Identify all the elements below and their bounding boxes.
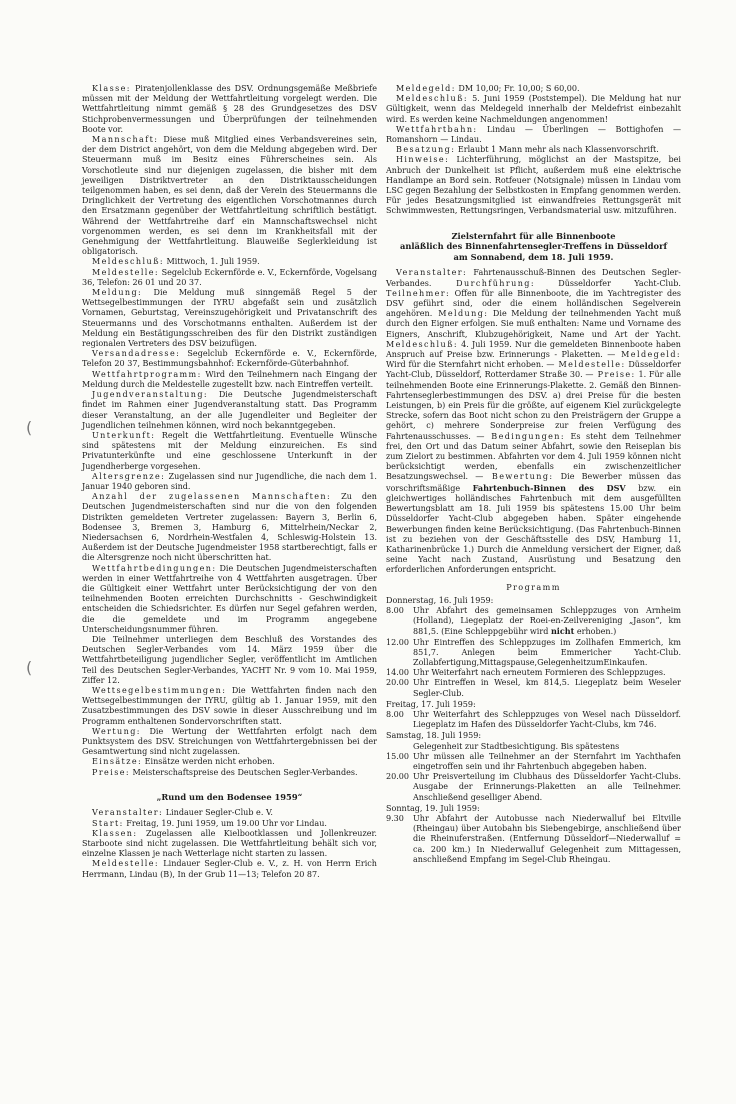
paragraph-anzahl: Anzahl der zugelassenen Mannschaften: Zu den Deutschen Jugendmeisterschaften sind nur die von den folgenden Distrikten gemeldeten Vertreter zugelassen: Bayern 3, Berlin 6, Bodensee 3, Bremen 3, Hamburg 6, Mittelrhein/Neckar 2, Niedersachsen 6, Nordrhein-Westfalen 4, Schleswig-Holstein 13. Außerdem ist der Deutsche Jugendmeister 1958 startberechtigt, falls er die Altersgrenze noch nicht überschritten hat. — [82, 492, 377, 563]
program-time: 8.00 — [386, 605, 404, 615]
paragraph-klassen: Klassen: Zugelassen alle Kielbootklassen und Jollenkreuzer. Starboote sind nicht zugelassen. Die Wettfahrtleitung behält sich vor, einzelne Klassen je nach Wetterlage nicht starten zu lassen. — [82, 828, 377, 859]
paragraph-meldestelle: Meldestelle: Segelclub Eckernförde e. V., Eckernförde, Vogelsang 36, Telefon: 26 01 und 20 37. — [82, 267, 377, 287]
paragraph-sternfahrt-details: Veranstalter: Fahrtenausschuß-Binnen des Deutschen Segler-Verbandes. Durchführung: Düsseldorfer Yacht-Club. Teilnehmer: Offen für alle Binnenboote, die im Yachtregister des DSV geführt sind, oder die einem holländischen Segelverein angehören. Meldung: Die Meldung der teilnehmenden Yacht muß durch den Eigner erfolgen. Sie muß enthalten: Name und Vorname des Eigners, Anschrift, Klubzugehörigkeit, Name und Art der Yacht. Meldeschluß: 4. Juli 1959. Nur die gemeldeten Binnenboote haben Anspruch auf Preise bzw. Erinnerungs - Plaketten. — Meldegeld: Wird für die Sternfahrt nicht erhoben. — Meldestelle: Düsseldorfer Yacht-Club, Düsseldorf, Rotterdamer Straße 30. — Preise: 1. Für alle teilnehmenden Boote eine Erinnerungs-Plakette. 2. Gemäß den Binnen-Fahrtenseglerbestimmungen des DSV. a) drei Preise für die besten Leistungen, b) ein Preis für die größte, auf eigenem Kiel zurückgelegte Strecke, sofern das Boot nicht schon zu den Preisträgern der Gruppe a gehört, c) mehrere Sonderpreise zur freien Verfügung des Fahrtenausschusses. — Bedingungen: Es steht dem Teilnehmer frei, den Ort und das Datum seiner Abfahrt, sowie den Reiseplan bis zum Zielort zu bestimmen. Abfahrten vor dem 4. Juli 1959 können nicht berücksichtigt werden, ebenfalls ein zwischenzeitlicher Besatzungswechsel. — Bewertung: Die Bewerber müssen das vorschriftsmäßige Fahrtenbuch-Binnen des DSV bzw. ein gleichwertiges holländisches Fahrtenbuch mit dem ausgefüllten Bewertungsblatt am 18. Juli 1959 bis spätestens 15.00 Uhr beim Düsseldorfer Yacht-Club abgegeben haben. Später eingehende Bewerbungen finden keine Berücksichtigung. (Das Fahrtenbuch-Binnen ist zu beziehen von der Geschäftsstelle des DSV, Hamburg 11, Katharinenbrücke 1.) Durch die Anmeldung versichert der Eigner, daß seine Yacht nach Zustand, Ausrüstung und Besatzung den erforderlichen Anforderungen entspricht. — [386, 268, 682, 575]
paragraph-meldeschluss-bodensee: Meldeschluß: 5. Juni 1959 (Poststempel). Die Meldung hat nur Gültigkeit, wenn das Meldegeld innerhalb der Meldefrist einbezahlt wird. Es werden keine Nachmeldungen angenommen! — [386, 94, 681, 124]
program-desc: Uhr Preisverteilung im Clubhaus des Düsseldorfer Yacht-Clubs. Ausgabe der Erinnerungs-Plaketten an alle Teilnehmer. Anschließend geselliger Abend. — [413, 772, 681, 802]
program-time: 12.00 — [386, 637, 410, 647]
heading-line: anläßlich des Binnenfahrtensegler-Treffens in Düsseldorf — [399, 241, 668, 252]
paragraph-einsaetze: Einsätze: Einsätze werden nicht erhoben. — [92, 757, 275, 767]
program-entry — [386, 814, 681, 865]
section-heading-zielsternfahrt — [386, 231, 681, 263]
margin-mark: ( — [26, 418, 33, 437]
program-time: 14.00 — [386, 668, 410, 678]
program-entry — [386, 606, 681, 638]
paragraph-start: Start: Freitag, 19. Juni 1959, um 19.00 Uhr vor Lindau. — [92, 818, 327, 828]
program-entry — [386, 678, 681, 698]
paragraph-meldeschluss: Meldeschluß: Mittwoch, 1. Juli 1959. — [92, 257, 260, 267]
program-list — [386, 596, 681, 865]
program-desc: Gelegenheit zur Stadtbesichtigung. Bis spätestens — [413, 741, 620, 751]
program-entry — [386, 638, 681, 669]
paragraph-wettfahrtprogramm: Wettfahrtprogramm: Wird den Teilnehmern nach Eingang der Meldung durch die Meldestelle zugestellt bzw. nach Eintreffen verteilt. — [82, 369, 377, 389]
margin-mark: ( — [26, 658, 33, 677]
program-desc: Uhr müssen alle Teilnehmer an der Sternfahrt im Yachthafen eingetroffen sein und ihr Fahrtenbuch abgegeben haben. — [413, 751, 681, 771]
paragraph-jugendveranstaltung: Jugendveranstaltung: Die Deutsche Jugendmeisterschaft findet im Rahmen einer Jugendveranstaltung statt. Das Programm dieser Veranstaltung, an der alle Jugendleiter und Begleiter der Jugendlichen teilnehmen können, wird noch bekanntgegeben. — [82, 390, 377, 430]
paragraph-versandadresse: Versandadresse: Segelclub Eckernförde e. V., Eckernförde, Telefon 20 37, Bestimmungsbahnhof: Eckernförde-Güterbahnhof. — [82, 349, 377, 369]
left-column — [82, 84, 377, 880]
program-day: Samstag, 18. Juli 1959: — [386, 731, 482, 741]
program-time: 9.30 — [386, 813, 404, 823]
program-desc: Uhr Abfahrt der Autobusse nach Niederwalluf bei Eltville (Rheingau) über Autobahn bis Siebengebirge, anschließend über die Rheinuferstraßen. (Entfernung Düsseldorf—Niederwalluf = ca. 200 km.) In Niederwalluf Gelegenheit zum Mittagessen, anschließend Empfang im Segel-Club Rheingau. — [413, 813, 681, 864]
program-time: 20.00 — [386, 772, 410, 782]
program-day: Sonntag, 19. Juli 1959: — [386, 803, 480, 813]
paragraph-meldestelle-lindau: Meldestelle: Lindauer Segler-Club e. V., z. H. von Herrn Erich Herrmann, Lindau (B), In der Grub 11—13; Telefon 20 87. — [82, 859, 377, 879]
paragraph-wettfahrtbahn: Wettfahrtbahn: Lindau — Überlingen — Bottighofen — Romanshorn — Lindau. — [386, 124, 681, 145]
section-heading-bodensee: „Rund um den Bodensee 1959“ — [156, 791, 303, 802]
paragraph-hinweise: Hinweise: Lichterführung, möglichst an der Mastspitze, bei Anbruch der Dunkelheit ist Pflicht, außerdem muß eine elektrische Handlampe an Bord sein. Rotfeuer (Notsignale) müssen in Lindau vom LSC gegen Bezahlung der Selbstkosten in Empfang genommen werden. Für jedes Besatzungsmitglied ist einwandfreies Rettungsgerät mit Schwimmwesten, Rettungsringen, Verbandsmaterial usw. mitzuführen. — [386, 155, 681, 216]
program-entry — [386, 710, 681, 730]
program-day: Donnerstag, 16. Juli 1959: — [386, 595, 494, 605]
paragraph-veranstalter: Veranstalter: Lindauer Segler-Club e. V. — [92, 808, 273, 818]
heading-line: Zielsternfahrt für alle Binnenboote — [451, 230, 616, 241]
paragraph-unterkunft: Unterkunft: Regelt die Wettfahrtleitung. Eventuelle Wünsche sind spätestens mit der Meldung einzureichen. Es sind Privatunterkünfte und eine geschlossene Unterkunft in der Jugendherberge vorgesehen. — [82, 430, 377, 471]
program-entry — [386, 772, 681, 803]
paragraph-wertung: Wertung: Die Wertung der Wettfahrten erfolgt nach dem Punktsystem des DSV. Streichungen von Wettfahrtergebnissen bei der Gesamtwertung sind nicht zugelassen. — [82, 726, 377, 757]
paragraph-altersgrenze: Altersgrenze: Zugelassen sind nur Jugendliche, die nach dem 1. Januar 1940 geboren sind. — [82, 471, 377, 491]
paragraph-besatzung: Besatzung: Erlaubt 1 Mann mehr als nach Klassenvorschrift. — [396, 145, 659, 155]
program-entry — [386, 752, 681, 772]
paragraph-preise: Preise: Meisterschaftspreise des Deutschen Segler-Verbandes. — [92, 767, 358, 777]
program-entry — [386, 668, 681, 678]
paragraph-wettfahrtbedingungen: Wettfahrtbedingungen: Die Deutschen Jugendmeisterschaften werden in einer Wettfahrtreihe von 4 Wettfahrten ausgetragen. Über die Gültigkeit einer Wettfahrt unter Berücksichtigung der von den teilnehmenden Booten erreichten Durchschnitts - Geschwindigkeit entscheiden die Schiedsrichter. Es dürfen nur Segel gefahren werden, die die gemeldete und im Programm angegebene Unterscheidungsnummer führen. — [82, 563, 377, 634]
program-desc: Uhr Abfahrt des gemeinsamen Schleppzuges von Arnheim (Holland), Liegeplatz der Roei-en-Zeilvereniging „Jason“, km 881,5. (Eine Schleppgebühr wird nicht erhoben.) — [413, 605, 681, 637]
right-column — [386, 84, 681, 865]
program-day: Freitag, 17. Juli 1959: — [386, 699, 476, 709]
paragraph-meldegeld: Meldegeld: DM 10,00; Fr. 10,00; S 60,00. — [396, 84, 580, 93]
program-time: 20.00 — [386, 678, 410, 688]
paragraph-meldung: Meldung: Die Meldung muß sinngemäß Regel 5 der Wettsegelbestimmungen der IYRU abgefaßt sein und zusätzlich Vornamen, Geburtstag, Vereinszugehörigkeit und Privatanschrift des Steuermanns und des Vorschotmanns enthalten. Außerdem ist der Meldung ein Bestätigungsschreiben des für den Distrikt zuständigen regionalen Vertreters des DSV beizufügen. — [82, 288, 377, 349]
program-desc: Uhr Weiterfahrt des Schleppzuges von Wesel nach Düsseldorf. Liegeplatz im Hafen des Düsseldorfer Yacht-Clubs, km 746. — [413, 709, 681, 730]
program-time: 8.00 — [386, 709, 404, 719]
program-desc: Uhr Weiterfahrt nach erneutem Formieren des Schleppzuges. — [413, 668, 666, 678]
program-heading: Programm — [506, 581, 561, 592]
paragraph-klasse: Klasse: Piratenjollenklasse des DSV. Ordnungsgemäße Meßbriefe müssen mit der Meldung der Wettfahrtleitung vorgelegt werden. Die Wettfahrtleitung nimmt gemäß § 28 des Grundgesetzes des DSV Stichprobenvermessungen und Überprüfungen der teilnehmenden Boote vor. — [82, 84, 377, 134]
program-entry — [386, 742, 681, 752]
program-time — [386, 742, 413, 752]
program-desc: Uhr Eintreffen in Wesel, km 814,5. Liegeplatz beim Weseler Segler-Club. — [413, 678, 681, 698]
paragraph-mannschaft: Mannschaft: Diese muß Mitglied eines Verbandsvereines sein, der dem District angehört, von dem die Meldung abgegeben wird. Der Steuermann muß im Besitz eines Führerscheines sein. Als Vorschotleute sind nur diejenigen zugelassen, die bisher mit dem jeweiligen Distriktvertreter an den Distriktausscheidungen teilgenommen haben, es sei denn, daß der Verein des Steuermanns die Dringlichkeit der Vertretung des eigentlichen Vorschotmannes durch den Ersatzmann gegenüber der Wettfahrtleitung schriftlich bestätigt. Während der Wettfahrtreihe darf ein Mannschaftswechsel nicht vorgenommen werden, es sei denn im Krankheitsfall mit der Genehmigung der Wettfahrtleitung. Blauweiße Seglerkleidung ist obligatorisch. — [82, 135, 377, 257]
paragraph-wettsegelbestimmungen: Wettsegelbestimmungen: Die Wettfahrten finden nach den Wettsegelbestimmungen der IYRU, gültig ab 1. Januar 1959, mit den Zusatzbestimmungen des DSV sowie in dieser Ausschreibung und im Programm enthaltenen Sondervorschriften statt. — [82, 685, 377, 726]
paragraph-teilnehmer-beschluss: Die Teilnehmer unterliegen dem Beschluß des Vorstandes des Deutschen Segler-Verbandes vom 14. März 1959 über die Wettfahrtbeteiligung jugendlicher Segler, veröffentlicht im Amtlichen Teil des Deutschen Segler-Verbandes, YACHT Nr. 9 vom 10. Mai 1959, Ziffer 12. — [82, 634, 377, 685]
heading-line: am Sonnabend, dem 18. Juli 1959. — [453, 251, 614, 262]
program-time: 15.00 — [386, 751, 410, 761]
program-desc: Uhr Eintreffen des Schleppzuges im Zollhafen Emmerich, km 851,7. Anlegen beim Emmericher Yacht-Club. Zollabfertigung,Mittagspause,GelegenheitzumEinkaufen. — [413, 637, 681, 667]
